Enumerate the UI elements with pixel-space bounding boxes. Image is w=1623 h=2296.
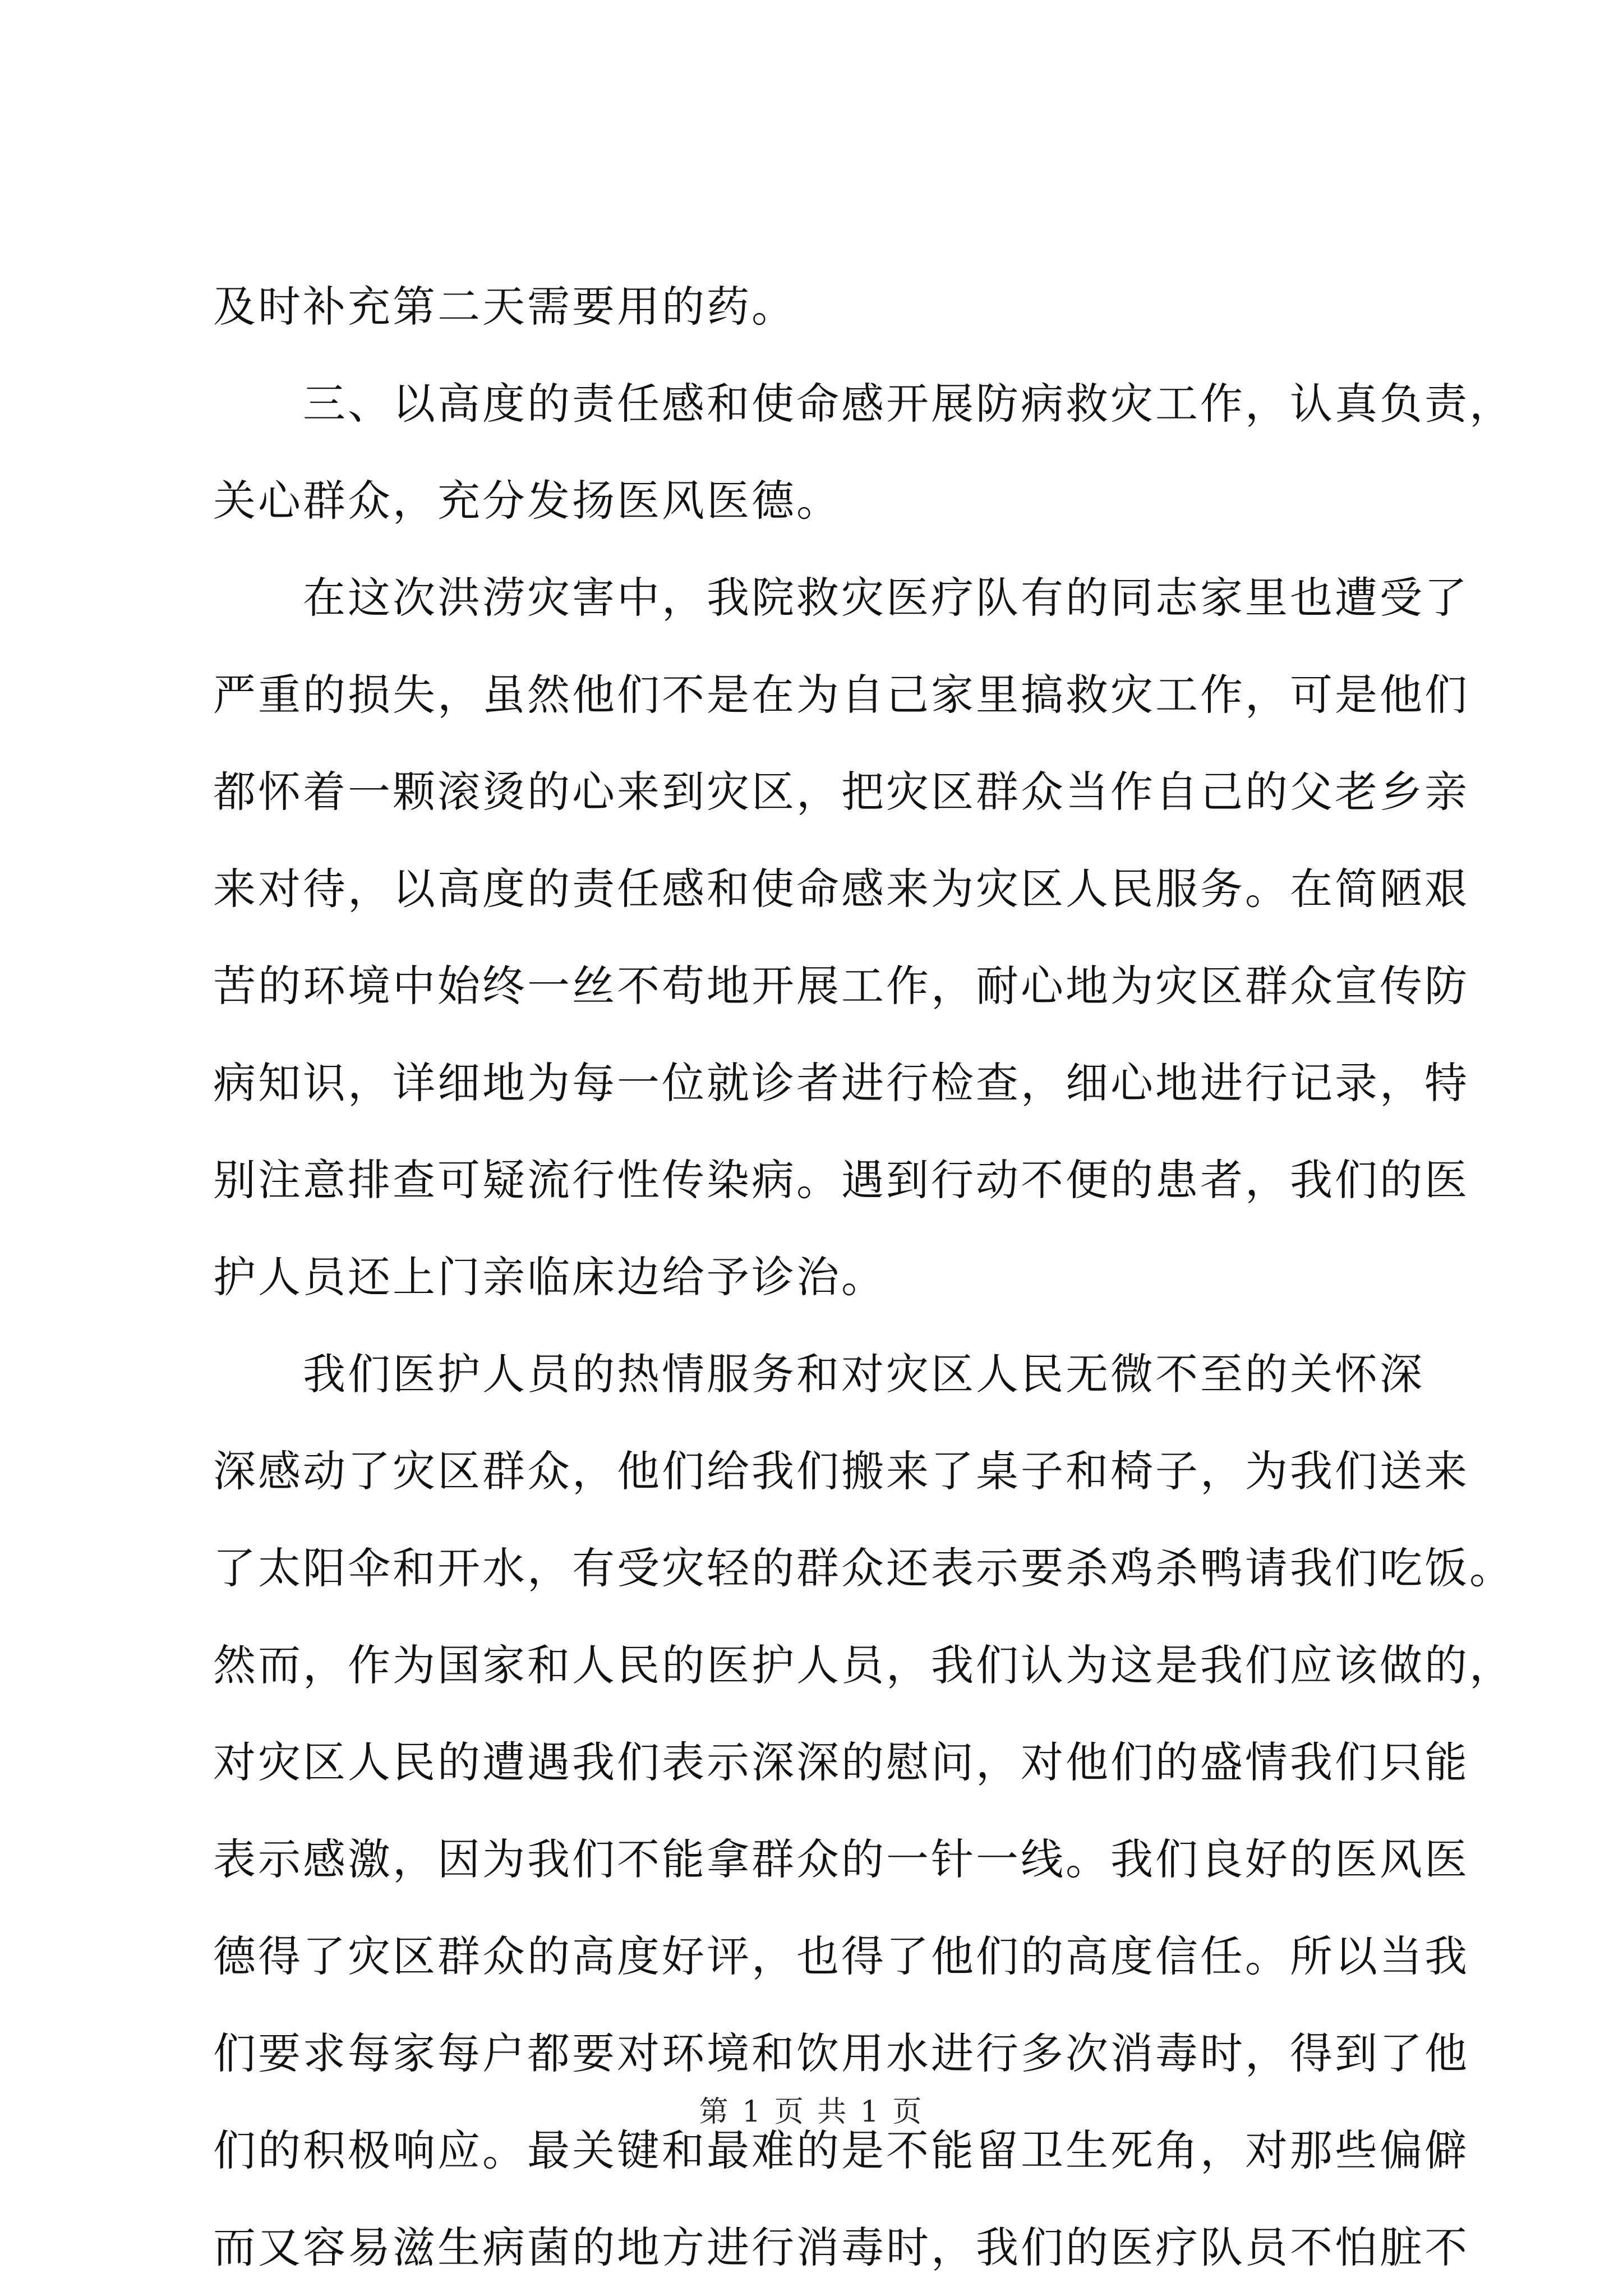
text-line: 们要求每家每户都要对环境和饮用水进行多次消毒时，得到了他 — [213, 2028, 1469, 2078]
text-line: 深感动了灾区群众，他们给我们搬来了桌子和椅子，为我们送来 — [213, 1446, 1469, 1496]
page-number-footer: 第 1 页 共 1 页 — [699, 2095, 924, 2129]
paragraph-start-line: 我们医护人员的热情服务和对灾区人民无微不至的关怀深 — [303, 1349, 1424, 1399]
text-line: 都怀着一颗滚烫的心来到灾区，把灾区群众当作自己的父老乡亲 — [213, 767, 1469, 817]
text-line: 病知识，详细地为每一位就诊者进行检查，细心地进行记录，特 — [213, 1058, 1469, 1108]
text-line: 了太阳伞和开水，有受灾轻的群众还表示要杀鸡杀鸭请我们吃饭。 — [213, 1543, 1514, 1593]
text-line: 别注意排查可疑流行性传染病。遇到行动不便的患者，我们的医 — [213, 1155, 1469, 1205]
text-line: 然而，作为国家和人民的医护人员，我们认为这是我们应该做的， — [213, 1640, 1514, 1690]
text-line: 表示感激，因为我们不能拿群众的一针一线。我们良好的医风医 — [213, 1834, 1469, 1884]
text-line: 苦的环境中始终一丝不苟地开展工作，耐心地为灾区群众宣传防 — [213, 961, 1469, 1011]
section-heading-line: 三、以高度的责任感和使命感开展防病救灾工作，认真负责， — [303, 379, 1514, 429]
text-line: 护人员还上门亲临床边给予诊治。 — [213, 1252, 886, 1302]
body-text — [213, 258, 1514, 2296]
text-line: 德得了灾区群众的高度好评，也得了他们的高度信任。所以当我 — [213, 1931, 1469, 1981]
text-line: 严重的损失，虽然他们不是在为自己家里搞救灾工作，可是他们 — [213, 670, 1469, 720]
text-line: 而又容易滋生病菌的地方进行消毒时，我们的医疗队员不怕脏不 — [213, 2223, 1469, 2272]
text-line: 对灾区人民的遭遇我们表示深深的慰问，对他们的盛情我们只能 — [213, 1737, 1469, 1787]
text-line: 来对待，以高度的责任感和使命感来为灾区人民服务。在简陋艰 — [213, 864, 1469, 914]
text-line: 及时补充第二天需要用的药。 — [213, 282, 796, 332]
paragraph-start-line: 在这次洪涝灾害中，我院救灾医疗队有的同志家里也遭受了 — [303, 573, 1469, 623]
section-heading-line: 关心群众，充分发扬医风医德。 — [213, 476, 841, 526]
text-line: 们的积极响应。最关键和最难的是不能留卫生死角，对那些偏僻 — [213, 2125, 1469, 2175]
